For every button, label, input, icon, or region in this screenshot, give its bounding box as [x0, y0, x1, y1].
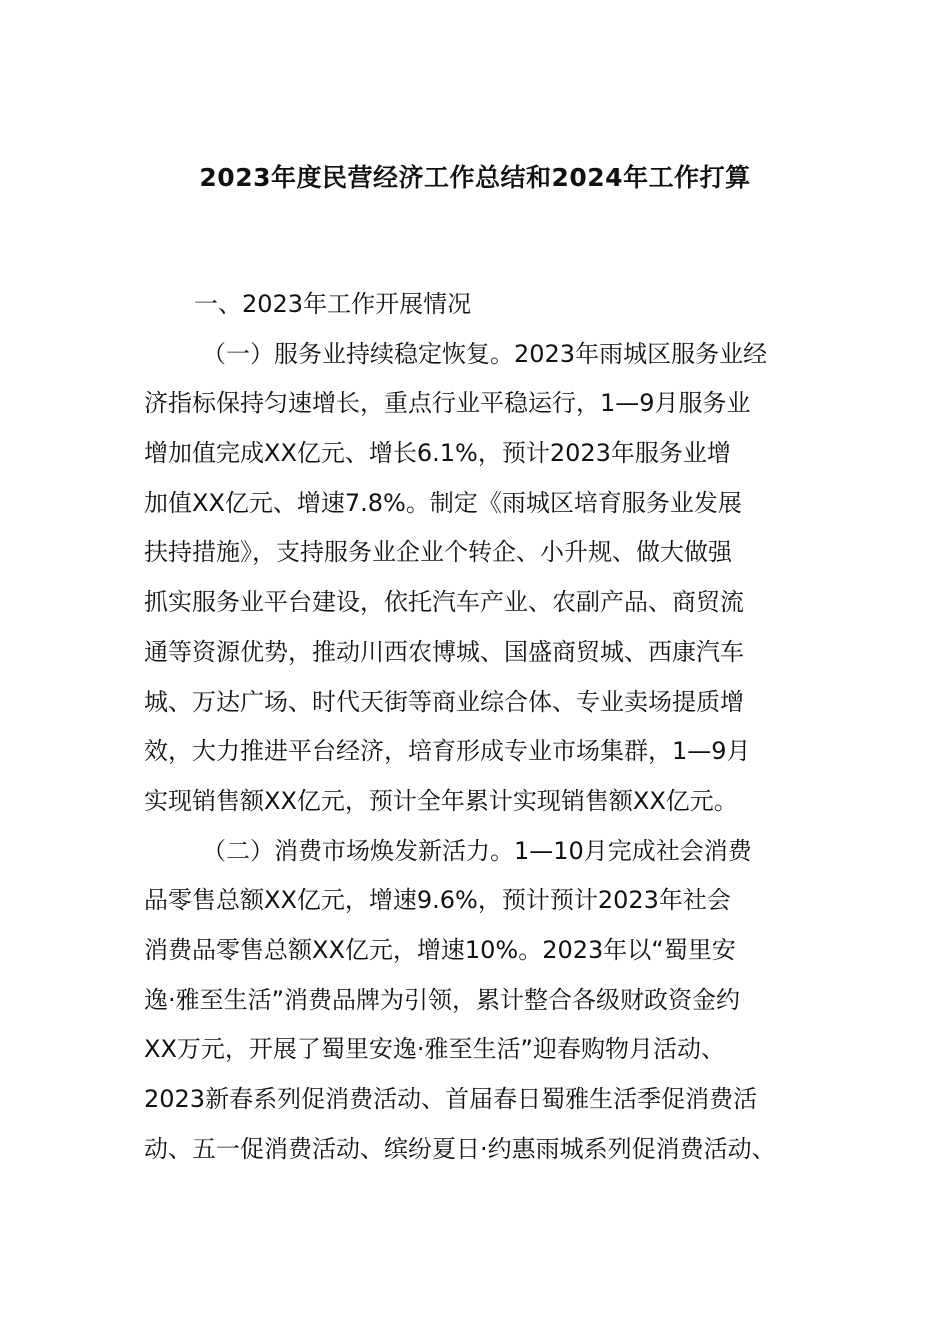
paragraph-line: 逸·雅至生活”消费品牌为引领，累计整合各级财政资金约: [144, 985, 741, 1014]
paragraph-line: 扶持措施》，支持服务业企业个转企、小升规、做大做强: [144, 538, 732, 567]
paragraph-line: 消费品零售总额XX亿元，增速10%。2023年以“蜀里安: [144, 935, 736, 964]
paragraph-line: 动、五一促消费活动、缤纷夏日·约惠雨城系列促消费活动、: [144, 1134, 776, 1163]
document-title: 2023年度民营经济工作总结和2024年工作打算: [199, 163, 751, 192]
paragraph-consumer-market: [144, 827, 814, 1175]
paragraph-line: 实现销售额XX亿元，预计全年累计实现销售额XX亿元。: [144, 786, 738, 815]
paragraph-line: 品零售总额XX亿元，增速9.6%，预计预计2023年社会: [144, 886, 731, 915]
document-body: [144, 280, 814, 1174]
section-heading: 一、2023年工作开展情况: [194, 290, 472, 318]
paragraph-line: 效，大力推进平台经济，培育形成专业市场集群，1—9月: [144, 737, 751, 766]
paragraph-line: 济指标保持匀速增长，重点行业平稳运行，1—9月服务业: [144, 389, 751, 418]
paragraph-line: 增加值完成XX亿元、增长6.1%，预计2023年服务业增: [144, 439, 731, 468]
paragraph-service-industry: [144, 330, 814, 827]
paragraph-line: 通等资源优势，推动川西农博城、国盛商贸城、西康汽车: [144, 637, 744, 666]
paragraph-line: 抓实服务业平台建设，依托汽车产业、农副产品、商贸流: [144, 588, 744, 617]
paragraph-line: （二）消费市场焕发新活力。1—10月完成社会消费: [202, 836, 752, 865]
paragraph-line: （一）服务业持续稳定恢复。2023年雨城区服务业经: [202, 339, 768, 368]
paragraph-line: 城、万达广场、时代天街等商业综合体、专业卖场提质增: [144, 687, 744, 716]
paragraph-line: 加值XX亿元、增速7.8%。制定《雨城区培育服务业发展: [144, 488, 742, 517]
paragraph-line: 2023新春系列促消费活动、首届春日蜀雅生活季促消费活: [144, 1085, 758, 1113]
paragraph-line: XX万元，开展了蜀里安逸·雅至生活”迎春购物月活动、: [144, 1035, 725, 1064]
